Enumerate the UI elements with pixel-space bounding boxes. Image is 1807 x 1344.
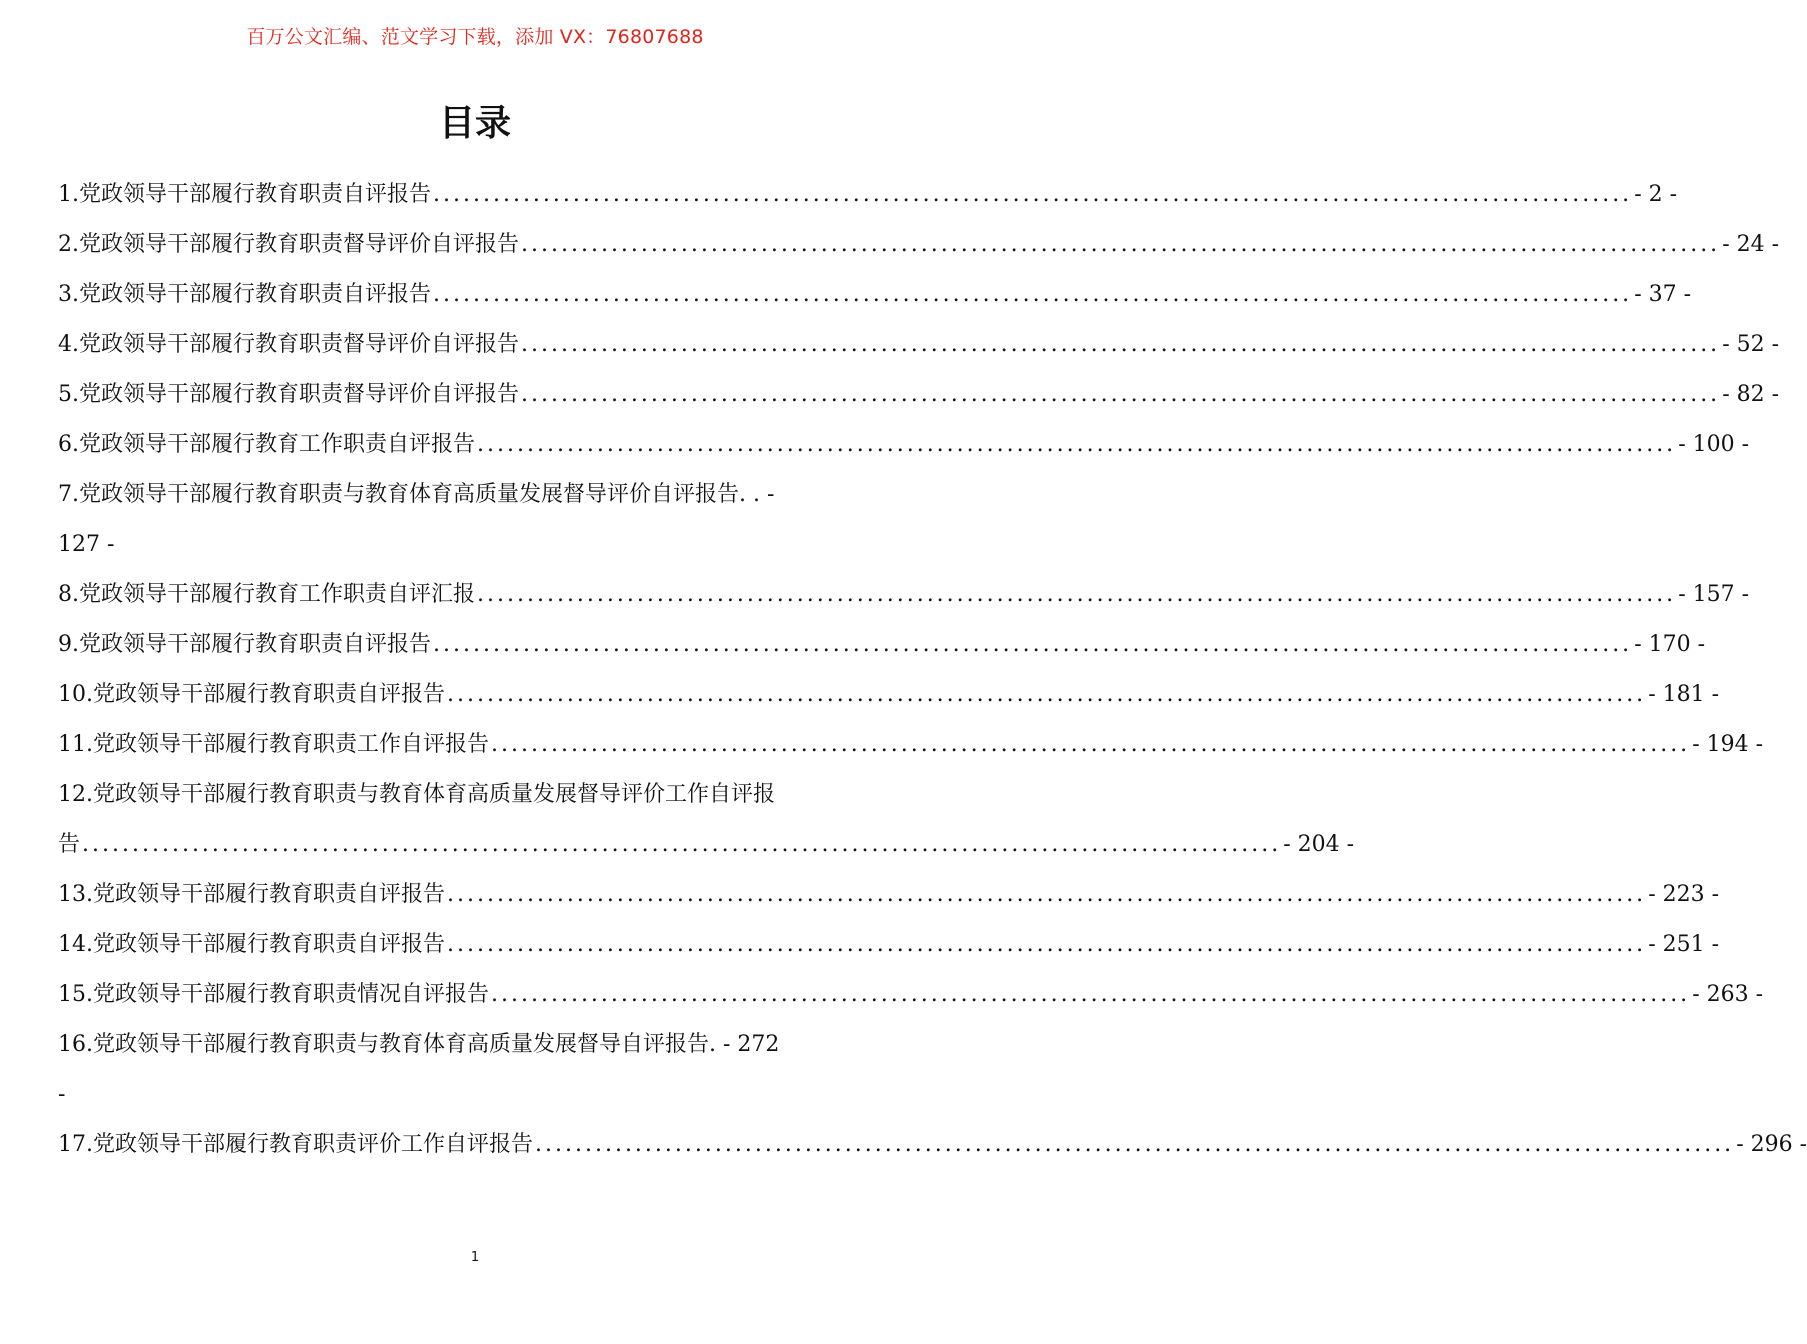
toc-entry[interactable] <box>58 1020 893 1070</box>
toc-entry[interactable] <box>58 920 1720 970</box>
header-banner: 百万公文汇编、范文学习下载，添加 VX：76807688 <box>246 26 704 48</box>
toc-entry-page: - 100 - <box>1678 432 1750 457</box>
toc-entry[interactable] <box>58 270 1692 320</box>
toc-entry[interactable] <box>58 220 1780 270</box>
toc-leader-dots: ........................................................................................................................ <box>477 582 1677 607</box>
toc-leader-dots: ........................................................................................................................ <box>433 282 1633 307</box>
toc-entry-title: 15.党政领导干部履行教育职责情况自评报告 <box>58 982 489 1007</box>
toc-leader-dots: ........................................................................................................................ <box>491 732 1691 757</box>
toc-entry[interactable] <box>58 1120 1807 1170</box>
toc-entry-title: 9.党政领导干部履行教育职责自评报告 <box>58 632 431 657</box>
toc-entry-page: - 52 - <box>1722 332 1780 357</box>
toc-leader-dots: ........................................................................................................................ <box>521 332 1721 357</box>
toc-entry[interactable] <box>58 720 1764 770</box>
toc-entry-page: - 223 - <box>1648 882 1720 907</box>
toc-entry-title: 16.党政领导干部履行教育职责与教育体育高质量发展督导自评报告. - 272 <box>58 1032 780 1057</box>
toc-entry[interactable] <box>58 170 1678 220</box>
toc-entry-title: 8.党政领导干部履行教育工作职责自评汇报 <box>58 582 475 607</box>
toc-entry-page: - 37 - <box>1634 282 1692 307</box>
toc-entry[interactable] <box>58 470 893 520</box>
toc-entry-title-cont: - <box>58 1082 66 1107</box>
toc-entry-page: - 157 - <box>1678 582 1750 607</box>
toc-entry-page: - 204 - <box>1283 832 1355 857</box>
toc-entry-page: - 2 - <box>1634 182 1678 207</box>
toc-entry-page: - 263 - <box>1692 982 1764 1007</box>
toc-entry-continuation <box>58 820 1355 870</box>
toc-entry-page: - 194 - <box>1692 732 1764 757</box>
toc-entry-title: 2.党政领导干部履行教育职责督导评价自评报告 <box>58 232 519 257</box>
page-title: 目录 <box>438 103 511 144</box>
toc-leader-dots: ........................................................................................................................ <box>521 232 1721 257</box>
toc-entry-title: 12.党政领导干部履行教育职责与教育体育高质量发展督导评价工作自评报 <box>58 782 775 807</box>
toc-leader-dots: ........................................................................................................................ <box>447 932 1647 957</box>
toc-leader-dots: ........................................................................................................................ <box>447 882 1647 907</box>
toc-entry-continuation <box>58 1070 893 1120</box>
toc-leader-dots: ........................................................................................................................ <box>535 1132 1735 1157</box>
toc-entry[interactable] <box>58 670 1720 720</box>
toc-entry-page: - 82 - <box>1722 382 1780 407</box>
toc-entry-title: 10.党政领导干部履行教育职责自评报告 <box>58 682 445 707</box>
toc-entry-title: 14.党政领导干部履行教育职责自评报告 <box>58 932 445 957</box>
toc-entry-page: - 24 - <box>1722 232 1780 257</box>
toc-entry-title: 17.党政领导干部履行教育职责评价工作自评报告 <box>58 1132 533 1157</box>
toc-entry-title-cont: 127 - <box>58 532 115 557</box>
toc-entry-title: 5.党政领导干部履行教育职责督导评价自评报告 <box>58 382 519 407</box>
toc-entry[interactable] <box>58 370 1780 420</box>
toc-leader-dots: ........................................................................................................................ <box>447 682 1647 707</box>
toc-entry-title: 3.党政领导干部履行教育职责自评报告 <box>58 282 431 307</box>
toc-entry-title: 4.党政领导干部履行教育职责督导评价自评报告 <box>58 332 519 357</box>
toc-leader-dots: ........................................................................................................................ <box>477 432 1677 457</box>
toc-leader-dots: ........................................................................................................................ <box>521 382 1721 407</box>
toc-entry[interactable] <box>58 970 1764 1020</box>
toc-entry[interactable] <box>58 420 1750 470</box>
toc-entry[interactable] <box>58 870 1720 920</box>
table-of-contents <box>58 170 1807 1170</box>
toc-entry-title: 11.党政领导干部履行教育职责工作自评报告 <box>58 732 489 757</box>
toc-entry-page: - 181 - <box>1648 682 1720 707</box>
toc-entry-page: - 296 - <box>1736 1132 1807 1157</box>
toc-leader-dots: ........................................................................................................................ <box>433 182 1633 207</box>
toc-entry-page: - 251 - <box>1648 932 1720 957</box>
toc-entry-title-cont: 告 <box>58 832 81 857</box>
toc-entry-title: 6.党政领导干部履行教育工作职责自评报告 <box>58 432 475 457</box>
toc-entry-continuation <box>58 520 893 570</box>
toc-entry[interactable] <box>58 320 1780 370</box>
toc-leader-dots: ........................................................................................................................ <box>491 982 1691 1007</box>
toc-leader-dots: ........................................................................................................................ <box>433 632 1633 657</box>
toc-entry[interactable] <box>58 620 1706 670</box>
toc-entry-title: 13.党政领导干部履行教育职责自评报告 <box>58 882 445 907</box>
toc-entry[interactable] <box>58 770 893 820</box>
page-number: 1 <box>470 1250 480 1265</box>
toc-entry[interactable] <box>58 570 1750 620</box>
toc-leader-dots: ........................................................................................................................ <box>82 832 1282 857</box>
toc-entry-page: - 170 - <box>1634 632 1706 657</box>
toc-entry-title: 7.党政领导干部履行教育职责与教育体育高质量发展督导评价自评报告. . - <box>58 482 775 507</box>
toc-entry-title: 1.党政领导干部履行教育职责自评报告 <box>58 182 431 207</box>
